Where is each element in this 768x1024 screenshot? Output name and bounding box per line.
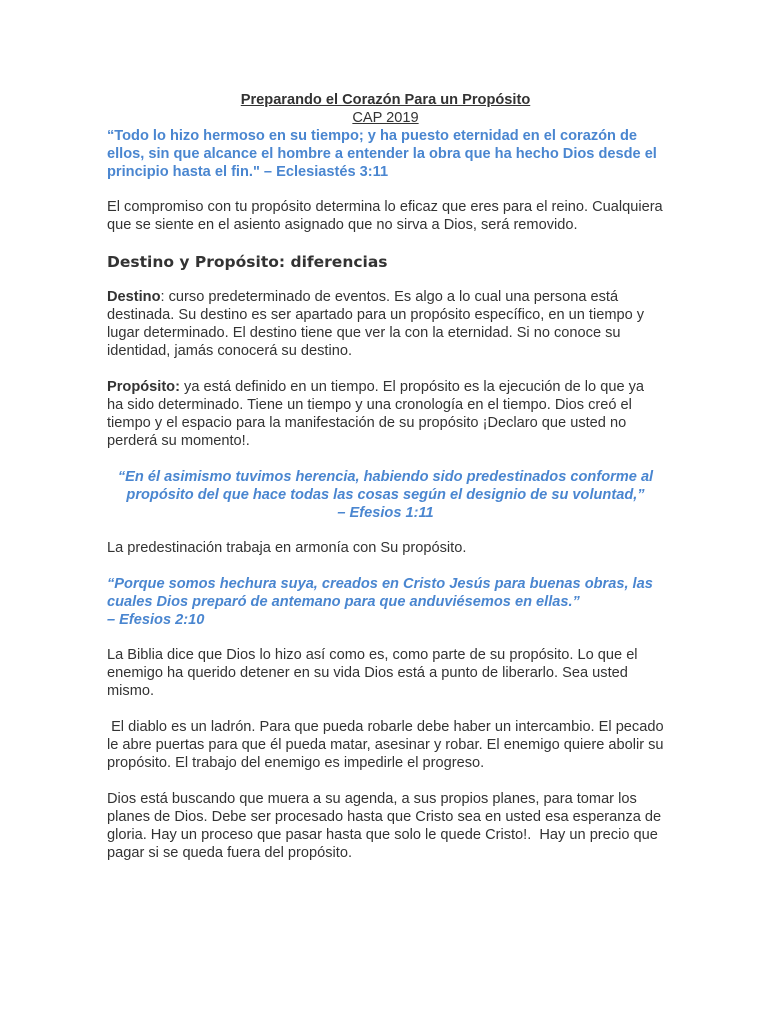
document-title: Preparando el Corazón Para un Propósito [240, 92, 531, 108]
intro-paragraph: El compromiso con tu propósito determina lo eficaz que eres para el reino. Cualquiera que se siente en el asiento asignado que no sirva a Dios, será removido. [107, 199, 663, 233]
document-subtitle: CAP 2019 [352, 110, 419, 126]
proposito-paragraph [107, 378, 664, 450]
dios-paragraph: Dios está buscando que muera a su agenda, a sus propios planes, para tomar los planes de Dios. Debe ser procesado hasta que Cristo sea en usted esa esperanza de gloria. Hay un proceso que pasar hasta que solo le quede Cristo!. Hay un precio que pagar si se queda fuera del propósito. [107, 791, 666, 861]
efesios-1-reference: – Efesios 1:11 [337, 505, 434, 521]
diablo-paragraph: El diablo es un ladrón. Para que pueda robarle debe haber un intercambio. El pecado le abre puertas para que él pueda matar, asesinar y robar. El enemigo quiere abolir su propósito. El trabajo del enemigo es impedirle el progreso. [107, 719, 668, 771]
biblia-paragraph: La Biblia dice que Dios lo hizo así como es, como parte de su propósito. Lo que el enemigo ha querido detener en su vida Dios está a punto de liberarlo. Sea usted mismo. [107, 647, 638, 699]
destino-paragraph [107, 288, 664, 360]
efesios-2-reference: – Efesios 2:10 [107, 612, 205, 628]
predestinacion-paragraph: La predestinación trabaja en armonía con Su propósito. [107, 540, 467, 556]
proposito-text: ya está definido en un tiempo. El propósito es la ejecución de lo que ya ha sido determinado. Tiene un tiempo y una cronología en el tiempo. Dios creó el tiempo y el espacio para la manifestación de su propósito ¡Declaro que usted no perderá su momento!. [107, 379, 645, 449]
opening-verse: “Todo lo hizo hermoso en su tiempo; y ha puesto eternidad en el corazón de ellos, sin que alcance el hombre a entender la obra que ha hecho Dios desde el principio hasta el fin." – Eclesiastés 3:11 [107, 128, 657, 180]
section-heading: Destino y Propósito: diferencias [107, 253, 388, 271]
efesios-1-quote [107, 468, 664, 522]
efesios-2-quote [107, 575, 664, 629]
efesios-2-text: “Porque somos hechura suya, creados en Cristo Jesús para buenas obras, las cuales Dios preparó de antemano para que anduviésemos en ellas.” [107, 576, 653, 610]
destino-text: : curso predeterminado de eventos. Es algo a lo cual una persona está destinada. Su destino es ser apartado para un propósito específico, en un tiempo y lugar determinado. El destino tiene que ver la con la eternidad. Si no conoce su identidad, jamás conocerá su destino. [107, 289, 645, 359]
destino-term: Destino [107, 289, 161, 305]
efesios-1-text: “En él asimismo tuvimos herencia, habiendo sido predestinados conforme al propósito del que hace todas las cosas según el designio de su voluntad,” [117, 469, 654, 503]
proposito-term: Propósito: [107, 379, 180, 395]
